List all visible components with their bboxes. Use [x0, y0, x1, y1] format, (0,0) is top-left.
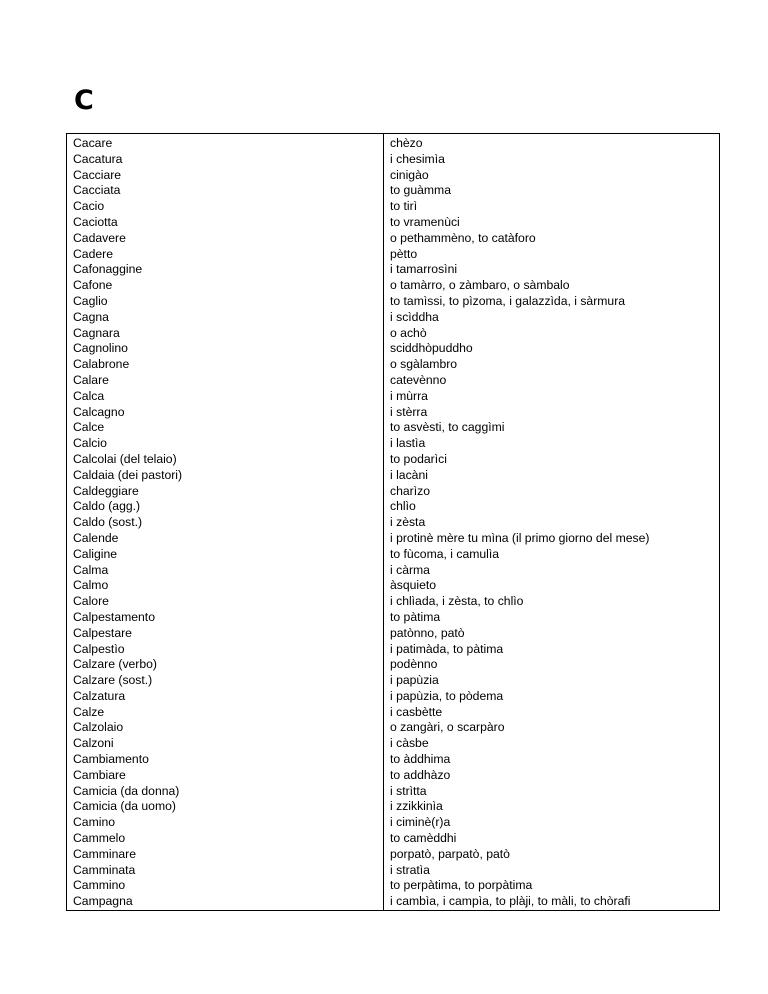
table-row	[67, 831, 720, 847]
griko-translation: o tamàrro, o zàmbaro, o sàmbalo	[384, 278, 720, 294]
griko-translation: sciddhòpuddho	[384, 341, 720, 357]
italian-term: Cafone	[67, 278, 384, 294]
griko-translation: to asvèsti, to caggìmi	[384, 420, 720, 436]
table-row	[67, 183, 720, 199]
griko-translation: to àddhima	[384, 752, 720, 768]
table-row	[67, 531, 720, 547]
table-row	[67, 405, 720, 421]
table-row	[67, 231, 720, 247]
griko-translation: charìzo	[384, 484, 720, 500]
table-row	[67, 610, 720, 626]
italian-term: Calpestamento	[67, 610, 384, 626]
griko-translation: i lacàni	[384, 468, 720, 484]
griko-translation: i zzikkinìa	[384, 799, 720, 815]
table-row	[67, 673, 720, 689]
italian-term: Calzare (sost.)	[67, 673, 384, 689]
griko-translation: to tamìssi, to pìzoma, i galazzìda, i sàrmura	[384, 294, 720, 310]
griko-translation: i papùzia	[384, 673, 720, 689]
table-row	[67, 262, 720, 278]
table-row	[67, 294, 720, 310]
table-row	[67, 547, 720, 563]
italian-term: Cambiare	[67, 768, 384, 784]
italian-term: Camminata	[67, 863, 384, 879]
table-row	[67, 642, 720, 658]
table-row	[67, 815, 720, 831]
griko-translation: i stèrra	[384, 405, 720, 421]
griko-translation: o pethammèno, to catàforo	[384, 231, 720, 247]
table-row	[67, 499, 720, 515]
griko-translation: i tamarrosìni	[384, 262, 720, 278]
italian-term: Cacciare	[67, 168, 384, 184]
italian-term: Calzoni	[67, 736, 384, 752]
griko-translation: pètto	[384, 247, 720, 263]
table-row	[67, 657, 720, 673]
griko-translation: i patimàda, to pàtima	[384, 642, 720, 658]
griko-translation: i cambìa, i campìa, to plàji, to màli, to chòrafi	[384, 894, 720, 910]
italian-term: Caglio	[67, 294, 384, 310]
table-row	[67, 736, 720, 752]
italian-term: Calcio	[67, 436, 384, 452]
italian-term: Cadavere	[67, 231, 384, 247]
table-row	[67, 515, 720, 531]
italian-term: Cacio	[67, 199, 384, 215]
table-row	[67, 720, 720, 736]
table-row	[67, 863, 720, 879]
griko-translation: to camèddhi	[384, 831, 720, 847]
table-row	[67, 357, 720, 373]
griko-translation: i stratìa	[384, 863, 720, 879]
griko-translation: to addhàzo	[384, 768, 720, 784]
table-row	[67, 752, 720, 768]
italian-term: Caciotta	[67, 215, 384, 231]
griko-translation: i chlìada, i zèsta, to chlìo	[384, 594, 720, 610]
italian-term: Cagnolino	[67, 341, 384, 357]
table-row	[67, 784, 720, 800]
italian-term: Camino	[67, 815, 384, 831]
griko-translation: to pàtima	[384, 610, 720, 626]
griko-translation: i chesimìa	[384, 152, 720, 168]
table-row	[67, 420, 720, 436]
table-row	[67, 326, 720, 342]
table-row	[67, 768, 720, 784]
italian-term: Camicia (da uomo)	[67, 799, 384, 815]
table-row	[67, 215, 720, 231]
italian-term: Calma	[67, 563, 384, 579]
griko-translation: o sgàlambro	[384, 357, 720, 373]
table-row	[67, 341, 720, 357]
table-row	[67, 894, 720, 910]
griko-translation: patònno, patò	[384, 626, 720, 642]
italian-term: Calmo	[67, 578, 384, 594]
griko-translation: to podarìci	[384, 452, 720, 468]
dictionary-table	[66, 133, 720, 911]
italian-term: Calzatura	[67, 689, 384, 705]
italian-term: Camminare	[67, 847, 384, 863]
table-row	[67, 310, 720, 326]
italian-term: Cafonaggine	[67, 262, 384, 278]
italian-term: Cadere	[67, 247, 384, 263]
table-row	[67, 847, 720, 863]
table-row	[67, 152, 720, 168]
table-row	[67, 626, 720, 642]
griko-translation: o zangàri, o scarpàro	[384, 720, 720, 736]
italian-term: Caldaia (dei pastori)	[67, 468, 384, 484]
italian-term: Calabrone	[67, 357, 384, 373]
italian-term: Calare	[67, 373, 384, 389]
griko-translation: to vramenùci	[384, 215, 720, 231]
italian-term: Cagna	[67, 310, 384, 326]
griko-translation: to guàmma	[384, 183, 720, 199]
table-row	[67, 689, 720, 705]
italian-term: Campagna	[67, 894, 384, 910]
griko-translation: i scìddha	[384, 310, 720, 326]
griko-translation: i casbètte	[384, 705, 720, 721]
table-row	[67, 436, 720, 452]
italian-term: Calpestare	[67, 626, 384, 642]
griko-translation: i càsbe	[384, 736, 720, 752]
italian-term: Camicia (da donna)	[67, 784, 384, 800]
griko-translation: àsquieto	[384, 578, 720, 594]
italian-term: Calpestìo	[67, 642, 384, 658]
italian-term: Calzolaio	[67, 720, 384, 736]
table-row	[67, 452, 720, 468]
italian-term: Calcagno	[67, 405, 384, 421]
table-row	[67, 705, 720, 721]
griko-translation: i strìtta	[384, 784, 720, 800]
italian-term: Calce	[67, 420, 384, 436]
italian-term: Calca	[67, 389, 384, 405]
griko-translation: i zèsta	[384, 515, 720, 531]
griko-translation: i papùzia, to pòdema	[384, 689, 720, 705]
table-row	[67, 563, 720, 579]
table-row	[67, 278, 720, 294]
table-row	[67, 247, 720, 263]
italian-term: Caldo (agg.)	[67, 499, 384, 515]
griko-translation: porpatò, parpatò, patò	[384, 847, 720, 863]
griko-translation: chèzo	[384, 134, 720, 152]
griko-translation: catevènno	[384, 373, 720, 389]
griko-translation: cinigào	[384, 168, 720, 184]
griko-translation: to perpàtima, to porpàtima	[384, 878, 720, 894]
italian-term: Caligine	[67, 547, 384, 563]
italian-term: Cagnara	[67, 326, 384, 342]
griko-translation: i ciminè(r)a	[384, 815, 720, 831]
italian-term: Caldeggiare	[67, 484, 384, 500]
table-row	[67, 578, 720, 594]
italian-term: Cacatura	[67, 152, 384, 168]
table-row	[67, 373, 720, 389]
dictionary-table-body	[67, 134, 720, 911]
table-row	[67, 199, 720, 215]
griko-translation: podènno	[384, 657, 720, 673]
italian-term: Cacciata	[67, 183, 384, 199]
table-row	[67, 484, 720, 500]
italian-term: Calzare (verbo)	[67, 657, 384, 673]
griko-translation: o achò	[384, 326, 720, 342]
table-row	[67, 134, 720, 152]
table-row	[67, 168, 720, 184]
italian-term: Cammino	[67, 878, 384, 894]
table-row	[67, 468, 720, 484]
italian-term: Cammelo	[67, 831, 384, 847]
italian-term: Cacare	[67, 134, 384, 152]
italian-term: Caldo (sost.)	[67, 515, 384, 531]
italian-term: Calcolai (del telaio)	[67, 452, 384, 468]
griko-translation: i protinè mère tu mìna (il primo giorno del mese)	[384, 531, 720, 547]
griko-translation: i mùrra	[384, 389, 720, 405]
griko-translation: to tirì	[384, 199, 720, 215]
griko-translation: to fùcoma, i camulìa	[384, 547, 720, 563]
italian-term: Calze	[67, 705, 384, 721]
italian-term: Cambiamento	[67, 752, 384, 768]
table-row	[67, 878, 720, 894]
table-row	[67, 389, 720, 405]
table-row	[67, 799, 720, 815]
italian-term: Calende	[67, 531, 384, 547]
table-row	[67, 594, 720, 610]
griko-translation: i càrma	[384, 563, 720, 579]
section-letter-heading: C	[74, 85, 94, 116]
griko-translation: i lastìa	[384, 436, 720, 452]
griko-translation: chlìo	[384, 499, 720, 515]
italian-term: Calore	[67, 594, 384, 610]
